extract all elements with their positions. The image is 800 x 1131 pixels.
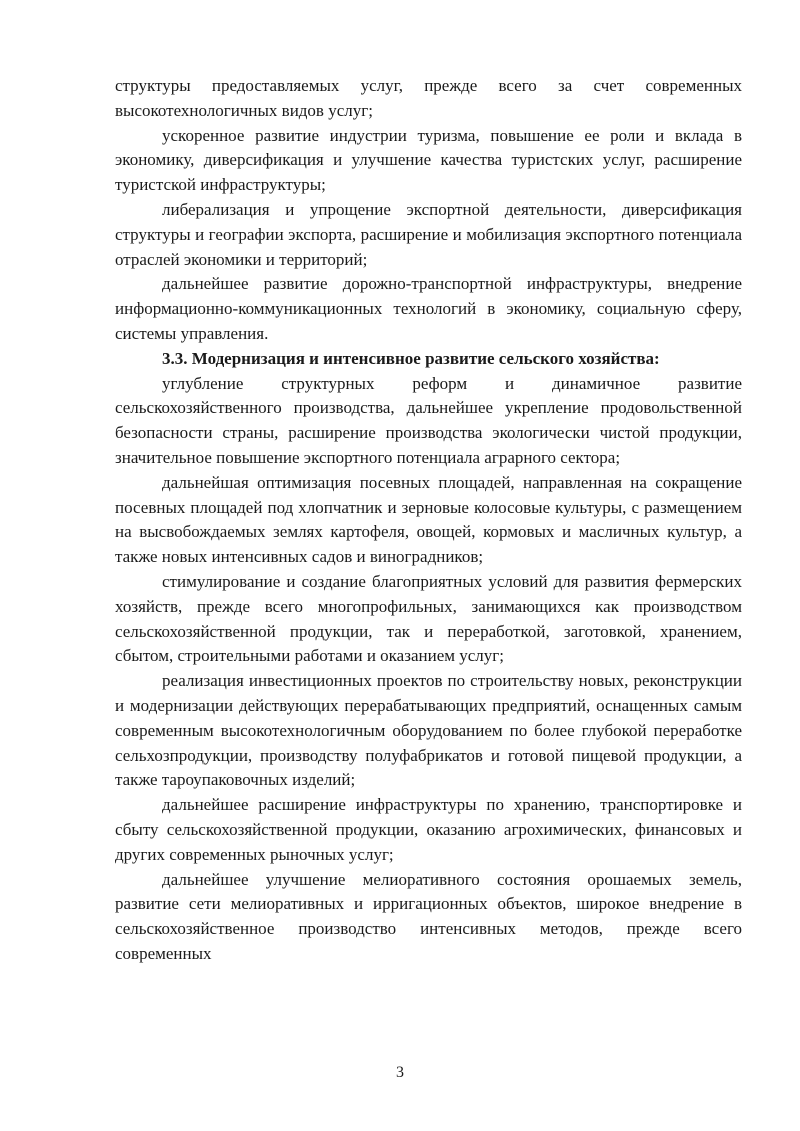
- section-heading: 3.3. Модернизация и интенсивное развитие сельского хозяйства:: [162, 348, 660, 368]
- paragraph-2: ускоренное развитие индустрии туризма, повышение ее роли и вклада в экономику, диверсификация и улучшение качества туристских услуг, расширение туристской инфраструктуры;: [115, 125, 742, 195]
- paragraph-6: дальнейшая оптимизация посевных площадей, направленная на сокращение посевных площадей под хлопчатник и зерновые колосовые культуры, с размещением на высвобождаемых землях картофеля, овощей, кормовых и масличных культур, а также новых интенсивных садов и виноградников;: [115, 472, 742, 567]
- paragraph-5: углубление структурных реформ и динамичное развитие сельскохозяйственного производства, дальнейшее укрепление продовольственной безопасности страны, расширение производства экологически чистой продукции, значительное повышение экспортного потенциала аграрного сектора;: [115, 373, 742, 467]
- paragraph-3: либерализация и упрощение экспортной деятельности, диверсификация структуры и географии экспорта, расширение и мобилизация экспортного потенциала отраслей экономики и территорий;: [115, 199, 742, 269]
- document-page: [115, 74, 742, 967]
- paragraph-8: реализация инвестиционных проектов по строительству новых, реконструкции и модернизации действующих перерабатывающих предприятий, оснащенных самым современным высокотехнологичным оборудованием по более глубокой переработке сельхозпродукции, производству полуфабрикатов и готовой пищевой продукции, а также тароупаковочных изделий;: [115, 671, 742, 790]
- paragraph-7: стимулирование и создание благоприятных условий для развития фермерских хозяйств, прежде всего многопрофильных, занимающихся как производством сельскохозяйственной продукции, так и переработкой, заготовкой, хранением, сбытом, строительными работами и оказанием услуг;: [115, 571, 742, 666]
- paragraph-9: дальнейшее расширение инфраструктуры по хранению, транспортировке и сбыту сельскохозяйственной продукции, оказанию агрохимических, финансовых и других современных рыночных услуг;: [115, 795, 742, 864]
- paragraph-4: дальнейшее развитие дорожно-транспортной инфраструктуры, внедрение информационно-коммуникационных технологий в экономику, социальную сферу, системы управления.: [115, 274, 742, 343]
- paragraph-10: дальнейшее улучшение мелиоративного состояния орошаемых земель, развитие сети мелиоративных и ирригационных объектов, широкое внедрение в сельскохозяйственное производство интенсивных методов, прежде всего современных: [115, 869, 742, 963]
- page-number: 3: [396, 1064, 404, 1081]
- paragraph-1: структуры предоставляемых услуг, прежде всего за счет современных высокотехнологичных видов услуг;: [115, 76, 742, 120]
